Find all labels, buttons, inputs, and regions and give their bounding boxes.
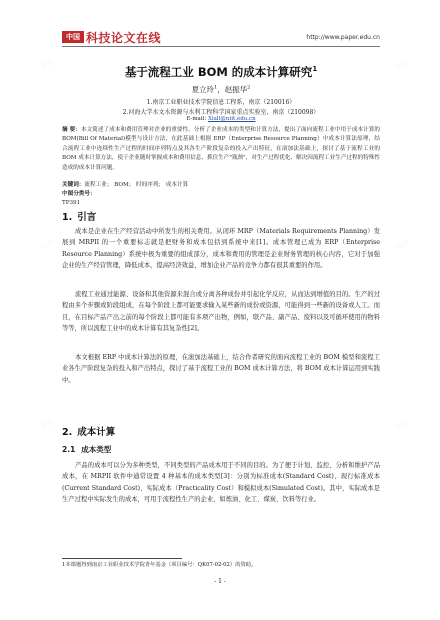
site-url-link[interactable]: http://www.paper.edu.cn: [306, 34, 380, 41]
site-logo[interactable]: [62, 30, 161, 44]
footnote-divider: [62, 558, 182, 559]
abstract: [62, 126, 380, 173]
classification-value: TP391: [62, 200, 81, 206]
abstract-text: 本文简述了成本和费用管理对企业的重要性，分析了企业成本的类型和计算方法，提出了面向流程工业中用于成本计算的 BOM(Bill Of Material)模型与设计方法，在此基础上根据 ERP（Enterprise Resource Planning）中成本计算法原理，结合流程工业中连续性生产过程的时间序列特点及其各生产阶段复杂的投入产出特征，在滚加法基础上，探讨了基于流程工业的 BOM 成本计算方法，使于企业随时掌握成本和费用信息，抓住生产"瓶颈"，对生产过程优化、解决因流程工业生产过程的特殊性造成的成本计算问题。: [62, 127, 380, 171]
author-email: [62, 116, 380, 122]
title-footnote-mark: 1: [312, 65, 318, 74]
header-divider: [62, 46, 380, 47]
paper-title-text: 基于流程工业 BOM 的成本计算研究: [124, 65, 313, 79]
section-title: 成本计算: [77, 427, 116, 438]
logo-text: 科技论文在线: [86, 30, 162, 45]
abstract-label: 摘 要：: [62, 127, 81, 133]
author-list: [62, 84, 380, 95]
classification-number: [62, 190, 380, 199]
body-paragraph: 流程工业通过能源、设备和其他资源来混合或分离各种成份并引起化学反应，从而达到增值的目的。生产的过程由多个步骤或阶段组成，在每个阶段上都可能要求输入某些新的成份或资源，可能得到一些新的设备或人工。而且，在目标产品产出之前的每个阶段上都可能有多项产出物，例如，联产品、副产品、废料以及可循环使用的物料等等，所以流程工业中的成本计算有其复杂性[2]。: [62, 291, 380, 332]
body-paragraph: 本文根据 ERP 中成本计算法的原理，在滚加法基础上，结合作者研究的面向流程工业的 BOM 模型和流程工业各生产阶段复杂的投入和产出特点，探讨了基于流程工业的 BOM 成本计算方法，将 BOM 成本计算运用到实践中。: [62, 354, 380, 384]
watermark-text: 试读: [38, 238, 56, 252]
keywords-text: 流程工业； BOM； 时间序列； 成本计算: [84, 182, 189, 188]
section-number: 1.: [62, 212, 73, 223]
affiliation-2: 2.河海大学水文水资源与水利工程科学国家重点实验室，南京（210098）: [122, 109, 320, 116]
keywords: [62, 181, 380, 190]
keywords-label: 关键词：: [62, 182, 85, 188]
body-paragraph: 成本是企业在生产经营活动中所发生的相关费用。从闭环 MRP（Materials Requirements Planning）发展到 MRPII 的一个重要标志就是把财务和成本包括到系统中来[1]。成本管理已成为 ERP（Enterprise Resource Planning）系统中极为重要的组成部分，成本和费用的管理是企业财务管理的核心内容，它对于加强企业的生产经营管理，降低成本，提高经济效益，增加企业产品的竞争力都有很其重要的作用。: [62, 228, 380, 269]
email-link[interactable]: Xiall@niit.edu.cn: [207, 116, 256, 122]
watermark-text: 试读: [393, 238, 411, 252]
footnote: 1本课题得到南京工业职业技术学院青年基金（项目编号：QK07-02-02）的资助。: [62, 562, 257, 568]
affiliation-1: 1.南京工业职业技术学院信息工程系，南京（210016）: [146, 99, 296, 106]
section-title: 引言: [77, 212, 97, 223]
watermark-text: 试读: [38, 418, 56, 432]
watermark-text: 试读: [38, 58, 56, 72]
author-separator: ，: [217, 85, 225, 94]
author-affiliation-mark: 1: [214, 84, 218, 91]
watermark-text: 试读: [393, 418, 411, 432]
paper-title: [62, 64, 380, 80]
section-number: 2.: [62, 427, 73, 438]
subsection-title: 成本类型: [81, 445, 112, 454]
author-name: 夏立玲: [191, 85, 215, 94]
author-name: 赵振华: [224, 85, 248, 94]
section-heading-cost: [62, 424, 115, 438]
email-label: E-mail:: [186, 116, 207, 122]
page-header: [0, 0, 440, 52]
section-heading-intro: [62, 209, 96, 223]
page-number: - 1 -: [214, 578, 226, 585]
subsection-number: 2.1: [62, 445, 76, 454]
body-paragraph: 产品的成本可以分为多种类型，不同类型的产品成本用于不同的目的。为了便于计划、监控、分析和维护产品成本，在 MRPII 软件中通常设置 4 种基本的成本类型[3]：分别为标准成本(Standard Cost)、现行标准成本(Current Standard Cost)、实际成本（Practicality Cost）和模拟成本(Simulated Cost)。其中，实际成本是生产过程中实际发生的成本，可用于流程性生产的企业，如炼油、化工、煤炭、饮料等行业。: [62, 462, 380, 503]
subsection-heading: [62, 444, 111, 455]
classification-label: 中图分类号：: [62, 191, 96, 197]
logo-badge: 中国: [62, 31, 84, 43]
author-affiliation-mark: 2: [247, 84, 251, 91]
watermark-text: 试读: [393, 58, 411, 72]
